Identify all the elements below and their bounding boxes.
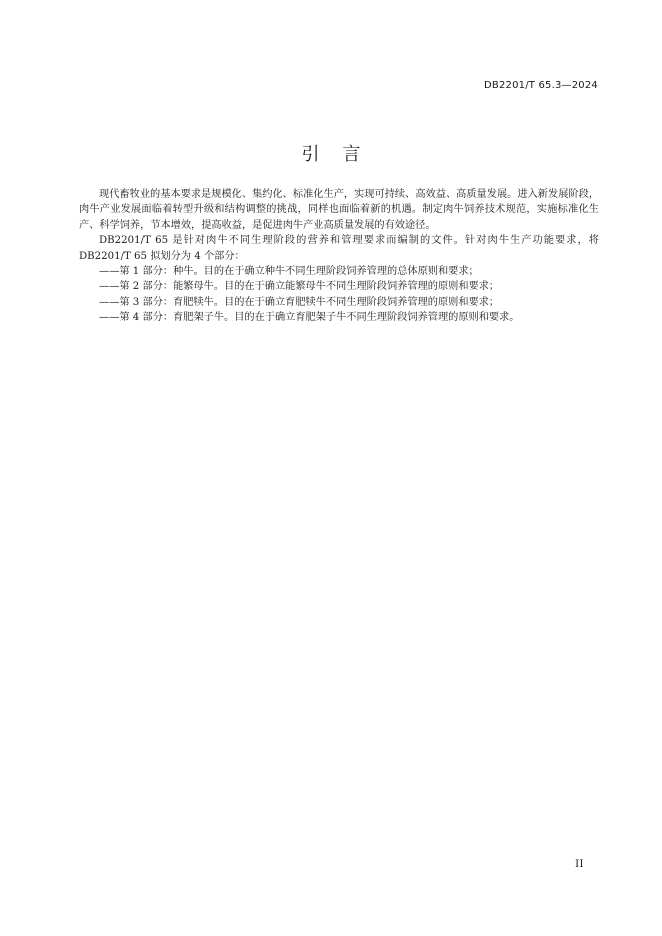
part-list-item: ——第 4 部分：育肥架子牛。目的在于确立育肥架子牛不同生理阶段饲养管理的原则和要求。 (99, 312, 520, 324)
page-number: II (575, 859, 584, 870)
intro-paragraph: 现代畜牧业的基本要求是规模化、集约化、标准化生产，实现可持续、高效益、高质量发展。进入新发展阶段，肉牛产业发展面临着转型升级和结构调整的挑战，同样也面临着新的机遇。制定肉牛饲养技术规范，实施标准化生产、科学饲养，节本增效，提高收益，是促进肉牛产业高质量发展的有效途径。 (79, 189, 599, 231)
intro-paragraph: DB2201/T 65 是针对肉牛不同生理阶段的营养和管理要求而编制的文件。针对肉牛生产功能要求，将 DB2201/T 65 拟划分为 4 个部分： (79, 235, 599, 262)
page-title: 引 言 (301, 144, 361, 165)
introduction-body (79, 187, 599, 326)
part-list-item: ——第 1 部分：种牛。目的在于确立种牛不同生理阶段饲养管理的总体原则和要求； (99, 266, 479, 278)
part-list-item: ——第 3 部分：育肥犊牛。目的在于确立育肥犊牛不同生理阶段饲养管理的原则和要求； (99, 296, 500, 308)
document-code: DB2201/T 65.3—2024 (484, 80, 598, 91)
part-list-item: ——第 2 部分：能繁母牛。目的在于确立能繁母牛不同生理阶段饲养管理的原则和要求； (99, 281, 500, 293)
